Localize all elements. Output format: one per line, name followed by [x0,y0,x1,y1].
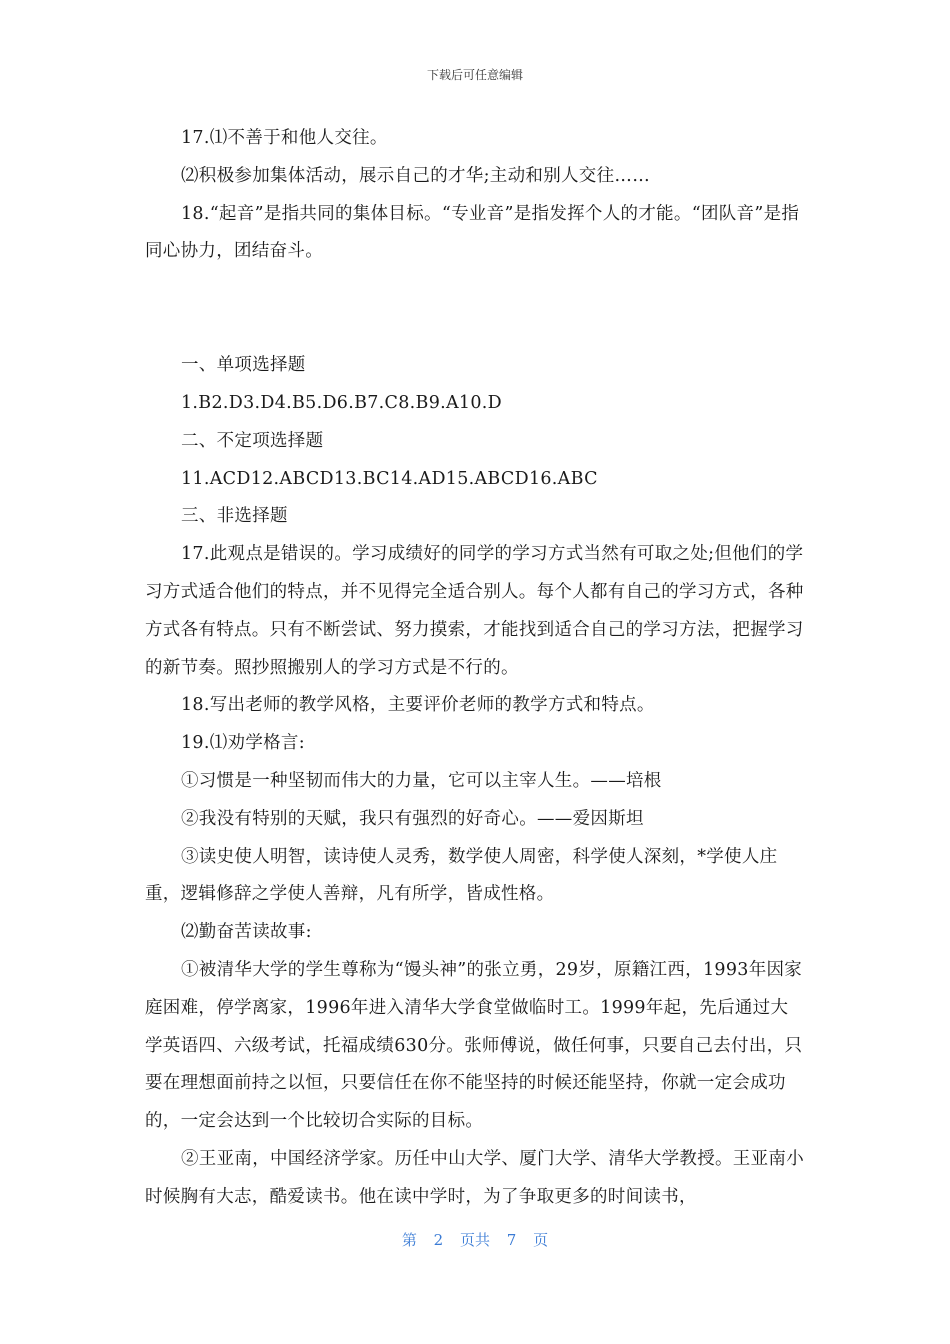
page-footer: 第 2 页共 7 页 [401,1231,549,1249]
quote-2: ②我没有特别的天赋，我只有强烈的好奇心。——爱因斯坦 [181,808,644,829]
answer-18: 18.写出老师的教学风格，主要评价老师的教学方式和特点。 [181,695,655,716]
answer-18: 18.“起音”是指共同的集体目标。“专业音”是指发挥个人的才能。“团队音”是指同心协力，团结奋斗。 [145,203,800,262]
answers-multi-choice: 11.ACD12.ABCD13.BC14.AD15.ABCD16.ABC [181,468,598,489]
quote-1: ①习惯是一种坚韧而伟大的力量，它可以主宰人生。——培根 [181,770,662,791]
answer-17-part2: ⑵积极参加集体活动，展示自己的才华;主动和别人交往…… [181,165,650,186]
document-body [145,120,805,1217]
answer-19-part1-heading: 19.⑴劝学格言: [181,733,305,754]
page-header: 下载后可任意编辑 [426,68,523,82]
quote-3: ③读史使人明智，读诗使人灵秀，数学使人周密，科学使人深刻，*学使人庄重，逻辑修辞之学使人善辩，凡有所学，皆成性格。 [145,846,778,905]
answer-17: 17.此观点是错误的。学习成绩好的同学的学习方式当然有可取之处;但他们的学习方式适合他们的特点，并不见得完全适合别人。每个人都有自己的学习方式，各种方式各有特点。只有不断尝试、努力摸索，才能找到适合自己的学习方法，把握学习的新节奏。照抄照搬别人的学习方式是不行的。 [145,544,804,678]
story-1: ①被清华大学的学生尊称为“馒头神”的张立勇，29岁，原籍江西，1993年因家庭困难，停学离家，1996年进入清华大学食堂做临时工。1999年起，先后通过大学英语四、六级考试，托福成绩630分。张师傅说，做任何事，只要自己去付出，只要在理想面前持之以恒，只要信任在你不能坚持的时候还能坚持，你就一定会成功的，一定会达到一个比较切合实际的目标。 [145,959,803,1132]
answers-single-choice: 1.B2.D3.D4.B5.D6.B7.C8.B9.A10.D [181,392,502,413]
heading-multi-choice: 二、不定项选择题 [181,430,324,451]
section-gap [145,271,805,347]
answer-17-part1: 17.⑴不善于和他人交往。 [181,128,388,148]
answer-19-part2-heading: ⑵勤奋苦读故事: [181,922,312,943]
story-2: ②王亚南，中国经济学家。历任中山大学、厦门大学、清华大学教授。王亚南小时候胸有大志，酷爱读书。他在读中学时，为了争取更多的时间读书， [145,1148,804,1207]
heading-non-choice: 三、非选择题 [181,506,288,527]
heading-single-choice: 一、单项选择题 [181,355,306,376]
